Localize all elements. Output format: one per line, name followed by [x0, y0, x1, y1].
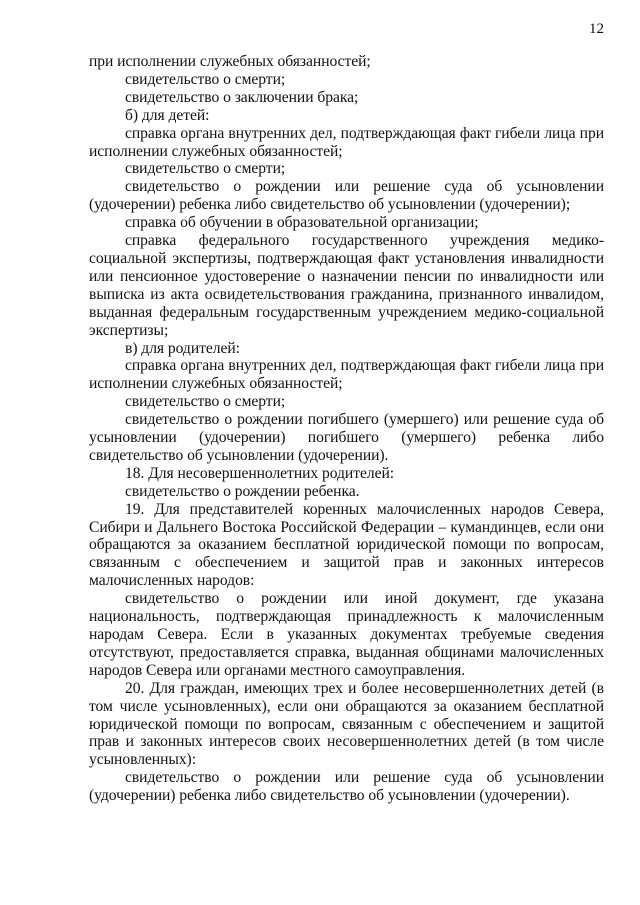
paragraph: свидетельство о смерти; [125, 160, 286, 178]
paragraph: справка органа внутренних дел, подтверждающая факт гибели лица при исполнении служебных обязанностей; [89, 124, 604, 160]
paragraph: в) для родителей: [125, 339, 240, 357]
paragraph: свидетельство о смерти; [125, 70, 286, 88]
paragraph: свидетельство о рождении или решение суда об усыновлении (удочерении) ребенка либо свидетельство об усыновлении (удочерении). [89, 769, 604, 805]
paragraph: б) для детей: [125, 106, 210, 124]
page-number: 12 [589, 21, 604, 37]
paragraph: свидетельство о рождении или иной документ, где указана национальность, подтверждающая принадлежность к малочисленным народам Севера. Если в указанных документах требуемые сведения отсутствуют, предоставляется справка, выданная общинами малочисленных народов Севера или органами местного самоуправления. [89, 590, 604, 679]
paragraph: справка федерального государственного учреждения медико-социальной экспертизы, подтверждающая факт установления инвалидности или пенсионное удостоверение о назначении пенсии по инвалидности или выписка из акта освидетельствования гражданина, признанного инвалидом, выданная федеральным государственным учреждением медико-социальной экспертизы; [89, 232, 604, 339]
paragraph: свидетельство о смерти; [125, 393, 286, 411]
paragraph: справка органа внутренних дел, подтверждающая факт гибели лица при исполнении служебных обязанностей; [89, 357, 604, 393]
paragraph: свидетельство о заключении брака; [125, 88, 359, 106]
paragraph: 18. Для несовершеннолетних родителей: [125, 464, 395, 482]
paragraph: свидетельство о рождении ребенка. [125, 482, 360, 500]
paragraph: свидетельство о рождении погибшего (умершего) или решение суда об усыновлении (удочерении) погибшего (умершего) ребенка либо свидетельство об усыновлении (удочерении). [89, 411, 604, 464]
paragraph: свидетельство о рождении или решение суда об усыновлении (удочерении) ребенка либо свидетельство об усыновлении (удочерении); [89, 178, 604, 214]
paragraph: при исполнении служебных обязанностей; [89, 53, 371, 70]
paragraph: 19. Для представителей коренных малочисленных народов Севера, Сибири и Дальнего Востока Российской Федерации – кумандинцев, если они обращаются за оказанием бесплатной юридической помощи по вопросам, связанным с обеспечением и защитой прав и законных интересов малочисленных народов: [89, 500, 604, 590]
document-body [89, 53, 604, 805]
paragraph: справка об обучении в образовательной организации; [125, 214, 479, 232]
paragraph: 20. Для граждан, имеющих трех и более несовершеннолетних детей (в том числе усыновленных), если они обращаются за оказанием бесплатной юридической помощи по вопросам, связанным с обеспечением и защитой прав и законных интересов своих несовершеннолетних детей (в том числе усыновленных): [89, 679, 604, 769]
